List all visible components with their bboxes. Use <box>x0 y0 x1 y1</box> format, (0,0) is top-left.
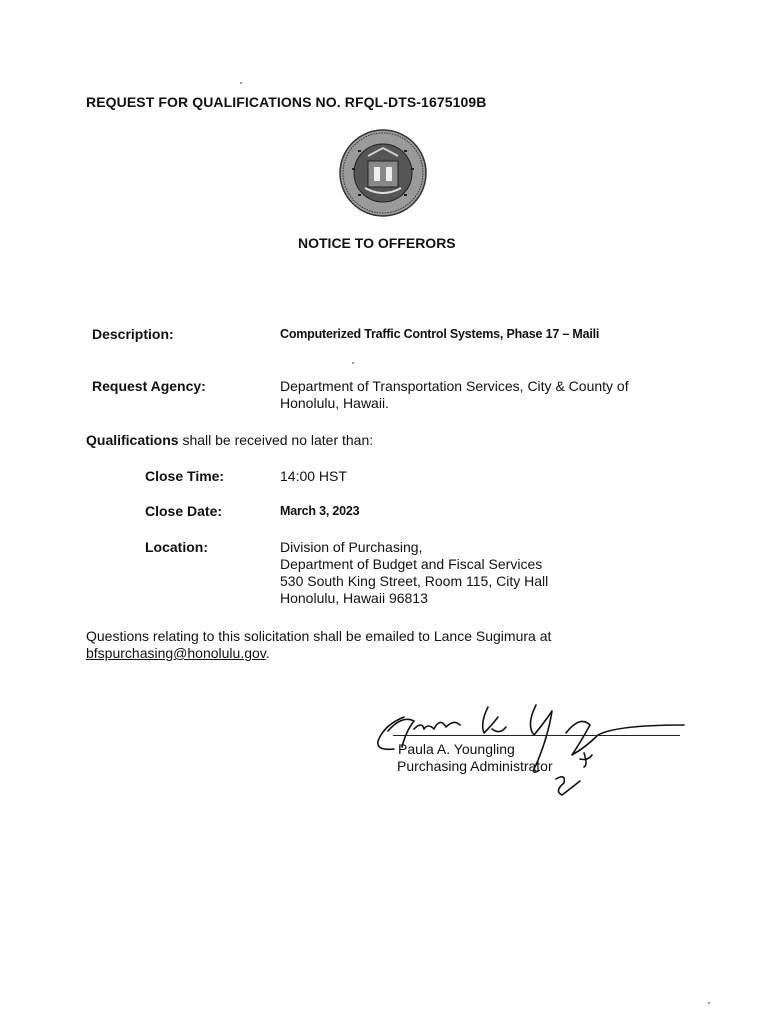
questions-paragraph <box>86 628 551 662</box>
signer-name: Paula A. Youngling <box>398 741 515 757</box>
location-label: Location: <box>145 539 208 555</box>
scan-speck <box>352 362 354 364</box>
agency-label: Request Agency: <box>92 378 206 394</box>
description-label: Description: <box>92 326 174 342</box>
location-line: Honolulu, Hawaii 96813 <box>280 590 428 606</box>
close-date-label: Close Date: <box>145 503 223 519</box>
signature-line <box>393 735 680 736</box>
qualifications-sentence <box>86 432 373 448</box>
questions-text: Questions relating to this solicitation shall be emailed to Lance Sugimura at <box>86 628 552 644</box>
location-line: Department of Budget and Fiscal Services <box>280 556 543 572</box>
qualifications-bold: Qualifications <box>86 432 179 448</box>
agency-value <box>280 378 629 412</box>
signer-title: Purchasing Administrator <box>397 758 553 774</box>
description-value: Computerized Traffic Control Systems, Phase 17 – Maili <box>280 327 600 341</box>
location-line: 530 South King Street, Room 115, City Hall <box>280 573 549 589</box>
questions-end: . <box>265 645 270 661</box>
agency-value-line: Department of Transportation Services, City & County of <box>280 378 629 394</box>
scan-speck <box>240 82 242 84</box>
city-seal-icon <box>338 128 428 218</box>
agency-value-line: Honolulu, Hawaii. <box>280 395 389 411</box>
scan-speck <box>708 1002 710 1004</box>
close-time-value: 14:00 HST <box>280 468 347 484</box>
close-time-label: Close Time: <box>145 468 225 484</box>
notice-heading: NOTICE TO OFFERORS <box>298 235 456 251</box>
document-title: REQUEST FOR QUALIFICATIONS NO. RFQL-DTS-1675109B <box>86 94 487 110</box>
close-date-value: March 3, 2023 <box>280 504 360 518</box>
qualifications-rest: shall be received no later than: <box>178 432 374 448</box>
location-value <box>280 539 548 607</box>
location-line: Division of Purchasing, <box>280 539 423 555</box>
email-link[interactable]: bfspurchasing@honolulu.gov <box>86 645 266 661</box>
